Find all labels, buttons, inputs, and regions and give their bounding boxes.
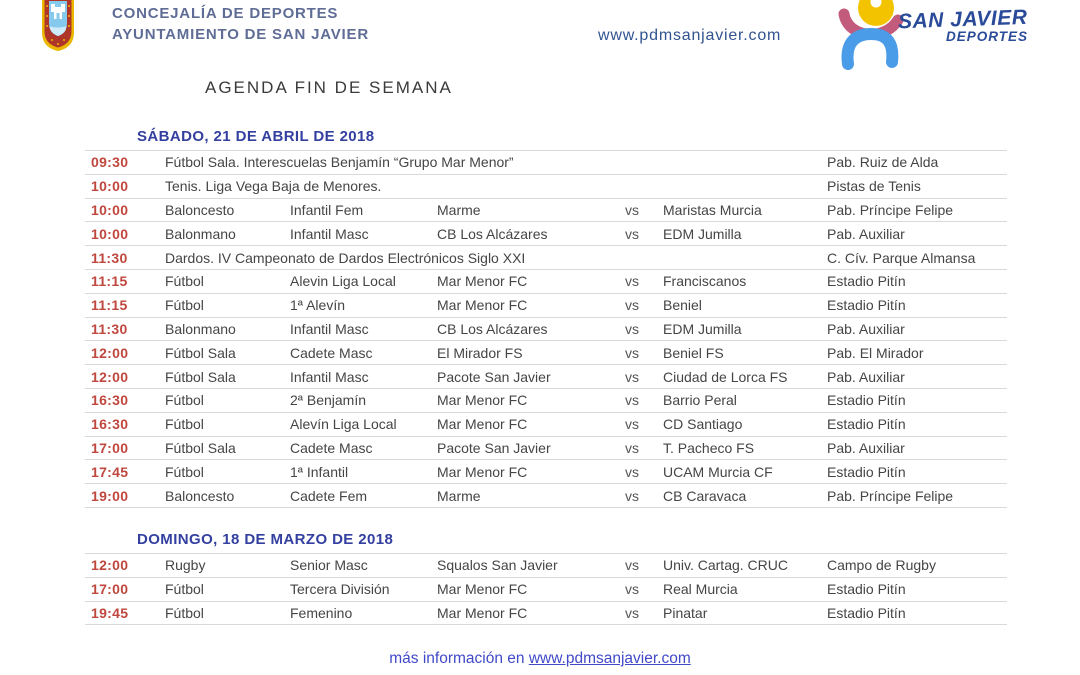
table-row — [85, 270, 1007, 294]
table-row — [85, 554, 1007, 578]
event-time: 09:30 — [91, 154, 129, 171]
org-line-2: AYUNTAMIENTO DE SAN JAVIER — [112, 26, 369, 43]
event-category: Infantil Fem — [290, 201, 364, 218]
table-row — [85, 389, 1007, 413]
home-team: CB Los Alcázares — [437, 320, 548, 337]
vs-label: vs — [625, 416, 639, 433]
event-time: 11:15 — [91, 297, 128, 314]
home-team: Mar Menor FC — [437, 273, 528, 290]
event-sport: Baloncesto — [165, 201, 235, 218]
away-team: Univ. Cartag. CRUC — [663, 557, 788, 574]
san-javier-deportes-wordmark — [897, 5, 1032, 44]
event-time: 16:30 — [91, 416, 129, 433]
vs-label: vs — [625, 225, 639, 242]
wordmark-line-2: DEPORTES — [945, 29, 1028, 44]
event-venue: C. Cív. Parque Almansa — [827, 249, 976, 266]
vs-label: vs — [625, 201, 639, 218]
away-team: Real Murcia — [663, 581, 738, 598]
event-sport: Fútbol — [165, 297, 204, 314]
vs-label: vs — [625, 604, 639, 621]
event-time: 12:00 — [91, 557, 129, 574]
vs-label: vs — [625, 557, 639, 574]
away-team: Barrio Peral — [663, 392, 737, 409]
event-venue: Pab. El Mirador — [827, 344, 924, 361]
vs-label: vs — [625, 273, 639, 290]
home-team: Marme — [437, 487, 481, 504]
event-category: 1ª Alevín — [290, 297, 345, 314]
event-venue: Pab. Príncipe Felipe — [827, 201, 954, 218]
event-time: 17:00 — [91, 439, 129, 456]
table-row — [85, 222, 1007, 246]
away-team: CB Caravaca — [663, 487, 747, 504]
table-row — [85, 413, 1007, 437]
table-row — [85, 484, 1007, 508]
home-team: Mar Menor FC — [437, 463, 528, 480]
home-team: Squalos San Javier — [437, 557, 558, 574]
away-team: Franciscanos — [663, 273, 747, 290]
vs-label: vs — [625, 392, 639, 409]
event-time: 19:00 — [91, 487, 129, 504]
table-row — [85, 246, 1007, 270]
wordmark-line-1: SAN JAVIER — [897, 5, 1028, 34]
event-venue: Pab. Ruiz de Alda — [827, 154, 939, 171]
sunday-date-header: DOMINGO, 18 DE MARZO DE 2018 — [137, 531, 394, 548]
home-team: Mar Menor FC — [437, 416, 528, 433]
event-sport: Fútbol — [165, 604, 204, 621]
footer-website-link[interactable]: www.pdmsanjavier.com — [528, 650, 691, 667]
event-sport: Balonmano — [165, 225, 236, 242]
event-sport: Rugby — [165, 557, 206, 574]
event-venue: Pistas de Tenis — [827, 178, 921, 195]
event-time: 10:00 — [91, 178, 129, 195]
event-description: Fútbol Sala. Interescuelas Benjamín “Grupo Mar Menor” — [165, 154, 514, 171]
event-category: Infantil Masc — [290, 368, 369, 385]
event-sport: Fútbol Sala — [165, 439, 236, 456]
home-team: Mar Menor FC — [437, 581, 528, 598]
vs-label: vs — [625, 320, 639, 337]
event-time: 17:45 — [91, 463, 129, 480]
table-row — [85, 151, 1007, 175]
saturday-section — [85, 128, 1007, 508]
event-venue: Estadio Pitín — [827, 604, 906, 621]
event-venue: Estadio Pitín — [827, 273, 906, 290]
away-team: Pinatar — [663, 604, 708, 621]
event-time: 11:30 — [91, 320, 128, 337]
vs-label: vs — [625, 368, 639, 385]
away-team: T. Pacheco FS — [663, 439, 755, 456]
home-team: Pacote San Javier — [437, 368, 551, 385]
footer — [0, 650, 1080, 668]
event-time: 19:45 — [91, 604, 129, 621]
event-description: Tenis. Liga Vega Baja de Menores. — [165, 178, 382, 195]
event-venue: Pab. Auxiliar — [827, 368, 905, 385]
event-venue: Campo de Rugby — [827, 557, 936, 574]
event-category: Infantil Masc — [290, 320, 369, 337]
event-category: Cadete Masc — [290, 344, 373, 361]
event-time: 12:00 — [91, 344, 129, 361]
event-time: 10:00 — [91, 225, 129, 242]
away-team: Maristas Murcia — [663, 201, 762, 218]
event-category: Alevín Liga Local — [290, 416, 397, 433]
home-team: Mar Menor FC — [437, 297, 528, 314]
event-category: Tercera División — [290, 581, 390, 598]
saturday-date-header: SÁBADO, 21 DE ABRIL DE 2018 — [137, 128, 375, 145]
vs-label: vs — [625, 581, 639, 598]
event-sport: Fútbol — [165, 463, 204, 480]
table-row — [85, 602, 1007, 626]
vs-label: vs — [625, 344, 639, 361]
table-row — [85, 294, 1007, 318]
event-sport: Fútbol — [165, 416, 204, 433]
vs-label: vs — [625, 439, 639, 456]
table-row — [85, 318, 1007, 342]
event-venue: Estadio Pitín — [827, 463, 906, 480]
coat-of-arms-icon — [40, 0, 76, 52]
event-venue: Pab. Auxiliar — [827, 320, 905, 337]
event-sport: Fútbol — [165, 581, 204, 598]
home-team: CB Los Alcázares — [437, 225, 548, 242]
away-team: CD Santiago — [663, 416, 743, 433]
away-team: UCAM Murcia CF — [663, 463, 773, 480]
home-team: El Mirador FS — [437, 344, 523, 361]
event-sport: Fútbol — [165, 392, 204, 409]
sunday-section — [85, 531, 1007, 625]
event-time: 16:30 — [91, 392, 129, 409]
event-category: Cadete Fem — [290, 487, 368, 504]
home-team: Mar Menor FC — [437, 392, 528, 409]
vs-label: vs — [625, 463, 639, 480]
event-sport: Fútbol — [165, 273, 204, 290]
home-team: Pacote San Javier — [437, 439, 551, 456]
event-sport: Fútbol Sala — [165, 344, 236, 361]
table-row — [85, 437, 1007, 461]
event-sport: Fútbol Sala — [165, 368, 236, 385]
event-category: 2ª Benjamín — [290, 392, 367, 409]
event-venue: Pab. Auxiliar — [827, 225, 905, 242]
event-category: Femenino — [290, 604, 353, 621]
sunday-table — [85, 553, 1007, 625]
page-title: AGENDA FIN DE SEMANA — [205, 78, 453, 97]
organization-header — [112, 3, 369, 45]
table-row — [85, 460, 1007, 484]
event-venue: Pab. Auxiliar — [827, 439, 905, 456]
event-category: Infantil Masc — [290, 225, 369, 242]
event-venue: Estadio Pitín — [827, 416, 906, 433]
footer-text: más información en — [389, 650, 525, 667]
event-venue: Estadio Pitín — [827, 297, 906, 314]
event-venue: Estadio Pitín — [827, 581, 906, 598]
event-category: Alevin Liga Local — [290, 273, 396, 290]
table-row — [85, 365, 1007, 389]
table-row — [85, 175, 1007, 199]
org-line-1: CONCEJALÍA DE DEPORTES — [112, 5, 339, 22]
event-venue: Estadio Pitín — [827, 392, 906, 409]
event-sport: Balonmano — [165, 320, 236, 337]
event-time: 17:00 — [91, 581, 129, 598]
away-team: Beniel — [663, 297, 702, 314]
event-time: 12:00 — [91, 368, 129, 385]
away-team: EDM Jumilla — [663, 320, 742, 337]
event-time: 10:00 — [91, 201, 129, 218]
away-team: Beniel FS — [663, 344, 724, 361]
header-website-text: www.pdmsanjavier.com — [598, 27, 782, 44]
event-category: Senior Masc — [290, 557, 368, 574]
away-team: EDM Jumilla — [663, 225, 742, 242]
event-sport: Baloncesto — [165, 487, 235, 504]
table-row — [85, 578, 1007, 602]
vs-label: vs — [625, 297, 639, 314]
event-venue: Pab. Príncipe Felipe — [827, 487, 954, 504]
event-description: Dardos. IV Campeonato de Dardos Electrónicos Siglo XXI — [165, 249, 526, 266]
home-team: Marme — [437, 201, 481, 218]
home-team: Mar Menor FC — [437, 604, 528, 621]
away-team: Ciudad de Lorca FS — [663, 368, 788, 385]
event-category: Cadete Masc — [290, 439, 373, 456]
vs-label: vs — [625, 487, 639, 504]
table-row — [85, 199, 1007, 223]
saturday-table — [85, 150, 1007, 508]
event-time: 11:15 — [91, 273, 128, 290]
event-category: 1ª Infantil — [290, 463, 349, 480]
event-time: 11:30 — [91, 249, 128, 266]
table-row — [85, 341, 1007, 365]
